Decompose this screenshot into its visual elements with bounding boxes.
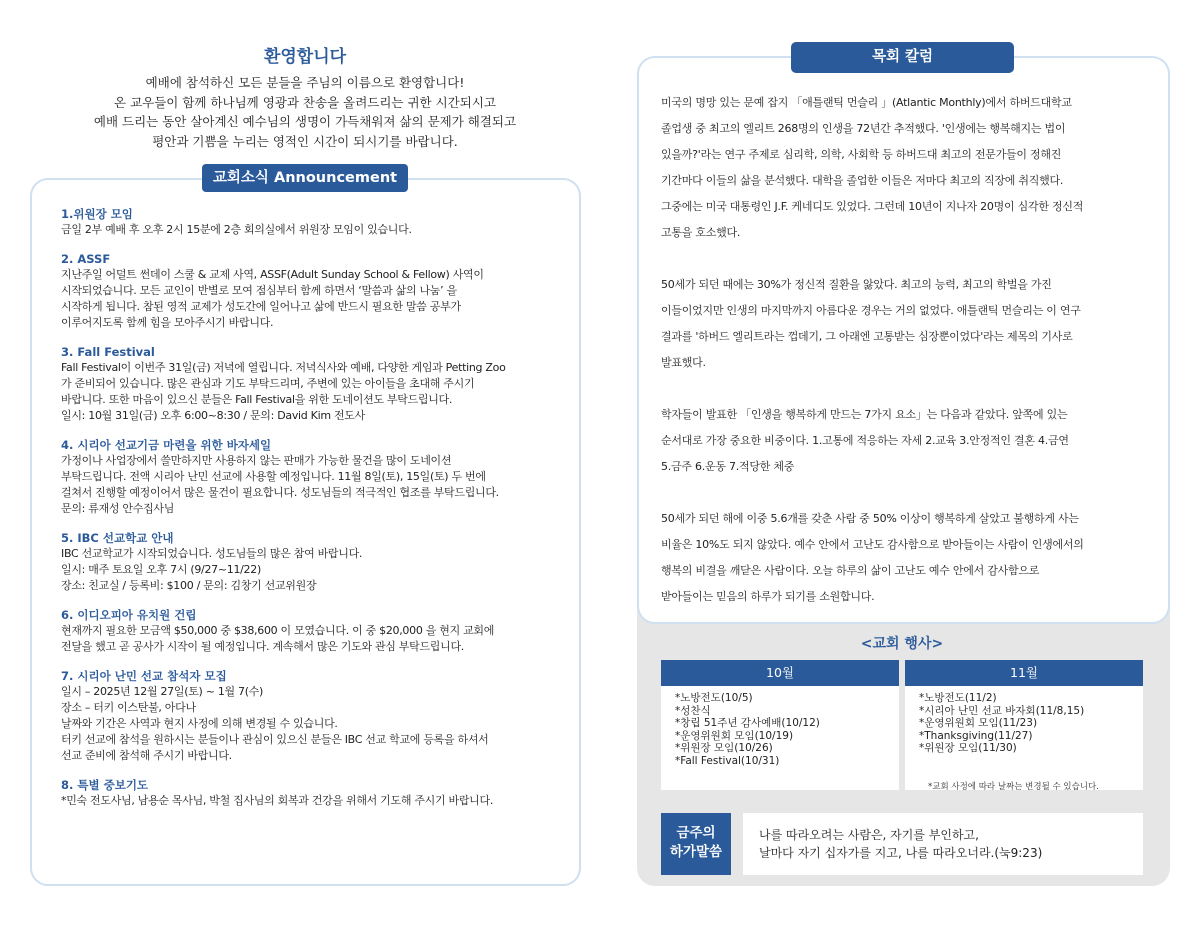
announcement-text: 일시 – 2025년 12월 27일(토) ~ 1월 7(수)	[61, 685, 264, 698]
announcement-title: 5. IBC 선교학교 안내	[61, 531, 174, 545]
column-header: 목회 칼럼	[791, 42, 1014, 73]
verse-box	[743, 813, 1143, 875]
announcement-text: 전달을 했고 곧 공사가 시작이 될 예정입니다. 계속해서 많은 기도와 관심 부탁드립니다.	[61, 640, 464, 653]
column-text: 비율은 10%도 되지 않았다. 예수 안에서 고난도 감사함으로 받아들이는 사람이 인생에서의	[661, 538, 1084, 551]
announcement-item	[61, 437, 566, 517]
column-text: 50세가 되던 때에는 30%가 정신적 질환을 앓았다. 최고의 능력, 최고의 학벌을 가진	[661, 278, 1052, 291]
announcements-list	[61, 206, 566, 822]
announcement-title: 6. 이디오피아 유치원 건립	[61, 608, 197, 622]
events-note: *교회 사정에 따라 날짜는 변경될 수 있습니다.	[928, 782, 1099, 792]
column-text: 미국의 명망 있는 문예 잡지 「애틀랜틱 먼슬리 」(Atlantic Monthly)에서 하버드대학교	[661, 96, 1072, 109]
column-text: 발표했다.	[661, 356, 706, 369]
month-label: 10월	[661, 660, 899, 686]
verse-text: 나를 따라오려는 사람은, 자기를 부인하고,	[759, 828, 979, 842]
announcement-item	[61, 206, 566, 238]
column-text: 있을까?'라는 연구 주제로 심리학, 의학, 사회학 등 하버드대 최고의 전문가들이 정해진	[661, 148, 1062, 161]
column-text: 학자들이 발표한 「인생을 행복하게 만드는 7가지 요소」는 다음과 같았다. 앞쪽에 있는	[661, 408, 1068, 421]
announcement-item	[61, 777, 566, 809]
column-body	[661, 90, 1156, 636]
announcement-text: 일시: 10월 31일(금) 오후 6:00~8:30 / 문의: David Kim 전도사	[61, 409, 365, 422]
welcome-line: 평안과 기쁨을 누리는 영적인 시간이 되시기를 바랍니다.	[152, 133, 458, 149]
column-paragraph	[661, 272, 1156, 376]
announcement-text: 장소: 친교실 / 등록비: $100 / 문의: 김창기 선교위원장	[61, 579, 317, 592]
welcome-line: 온 교우들이 함께 하나님께 영광과 찬송을 올려드리는 귀한 시간되시고	[114, 94, 496, 110]
event-item: *Thanksgiving(11/27)	[919, 729, 1033, 742]
announcement-title: 2. ASSF	[61, 252, 111, 266]
announcement-item	[61, 668, 566, 764]
announcement-text: 바랍니다. 또한 마음이 있으신 분들은 Fall Festival을 위한 도네이션도 부탁드립니다.	[61, 393, 453, 406]
column-paragraph	[661, 506, 1156, 610]
event-item: *시리아 난민 선교 바자회(11/8,15)	[919, 704, 1085, 717]
event-item: *창립 51주년 감사예배(10/12)	[675, 717, 820, 729]
announcement-text: 시작되었습니다. 모든 교인이 반별로 모여 점심부터 함께 하면서 ‘말씀과 삶의 나눔’ 을	[61, 284, 457, 297]
event-item: *운영위원회 모임(11/23)	[919, 717, 1038, 729]
event-list	[905, 686, 1143, 755]
november-events	[905, 660, 1143, 790]
welcome-line: 예배에 참석하신 모든 분들을 주님의 이름으로 환영합니다!	[145, 75, 465, 90]
announcement-text: 날짜와 기간은 사역과 현지 사정에 의해 변경될 수 있습니다.	[61, 717, 338, 730]
announcement-text: Fall Festival이 이번주 31일(금) 저녁에 열립니다. 저녁식사와 예배, 다양한 게임과 Petting Zoo	[61, 361, 506, 374]
verse-text: 날마다 자기 십자가를 지고, 나를 따라오너라.(눅9:23)	[759, 846, 1043, 860]
welcome-line: 예배 드리는 동안 살아계신 예수님의 생명이 가득채워져 삶의 문제가 해결되고	[93, 114, 517, 129]
announcement-text: 금일 2부 예배 후 오후 2시 15분에 2층 회의실에서 위원장 모임이 있습니다.	[61, 223, 412, 236]
announcement-text: 일시: 매주 토요일 오후 7시 (9/27~11/22)	[61, 563, 261, 576]
announcement-text: 이루어지도록 함께 힘을 모아주시기 바랍니다.	[61, 316, 274, 329]
announcement-text: 장소 – 터키 이스탄불, 아다나	[61, 701, 196, 714]
column-text: 받아들이는 믿음의 하루가 되기를 소원합니다.	[661, 590, 875, 603]
announcement-text: 문의: 류재성 안수집사님	[61, 502, 175, 515]
event-item: *노방전도(10/5)	[675, 692, 753, 704]
event-item: *성찬식	[675, 704, 711, 717]
announcement-text: 지난주일 어덜트 썬데이 스쿨 & 교제 사역, ASSF(Adult Sunday School & Fellow) 사역이	[61, 268, 484, 281]
column-text: 고통을 호소했다.	[661, 226, 741, 239]
announcement-text: 가정이나 사업장에서 쓸만하지만 사용하지 않는 판매가 가능한 물건을 많이 도네이션	[61, 454, 452, 467]
verse-label-line: 금주의	[676, 825, 716, 841]
announcement-item	[61, 530, 566, 594]
event-item: *노방전도(11/2)	[919, 692, 997, 704]
announcement-text: 현재까지 필요한 모금액 $50,000 중 $38,600 이 모였습니다. 이 중 $20,000 을 현지 교회에	[61, 624, 495, 637]
event-item: *Fall Festival(10/31)	[675, 754, 780, 767]
column-paragraph	[661, 402, 1156, 480]
announcement-text: 시작하게 됩니다. 참된 영적 교제가 성도간에 일어나고 삶에 반드시 필요한 말씀 공부가	[61, 300, 461, 313]
announcement-item	[61, 607, 566, 655]
announcement-text: 선교 준비에 참석해 주시기 바랍니다.	[61, 749, 232, 762]
october-events	[661, 660, 899, 790]
announcement-title: 1.위원장 모임	[61, 207, 133, 221]
announcement-text: 가 준비되어 있습니다. 많은 관심과 기도 부탁드리며, 주변에 있는 아이들을 초대해 주시기	[61, 377, 475, 390]
announcement-item	[61, 344, 566, 424]
announcements-header: 교회소식 Announcement	[202, 164, 408, 192]
events-title: <교회 행사>	[860, 636, 944, 652]
welcome-section	[30, 42, 580, 151]
announcement-text: *민숙 전도사님, 남용순 목사님, 박철 집사님의 회복과 건강을 위해서 기도해 주시기 바랍니다.	[61, 794, 494, 807]
column-text: 그중에는 미국 대통령인 J.F. 케네디도 있었다. 그런데 10년이 지나자 20명이 심각한 정신적	[661, 200, 1084, 213]
verse-label-line: 하가말씀	[669, 844, 723, 860]
announcement-title: 4. 시리아 선교기금 마련을 위한 바자세일	[61, 438, 272, 452]
column-text: 이들이었지만 인생의 마지막까지 아름다운 경우는 거의 없었다. 애틀랜틱 먼슬리는 이 연구	[661, 304, 1081, 317]
announcement-item	[61, 251, 566, 331]
announcement-text: 걸쳐서 진행할 예정이어서 많은 물건이 필요합니다. 성도님들의 적극적인 협조를 부탁드립니다.	[61, 486, 499, 499]
column-paragraph	[661, 90, 1156, 246]
verse-label	[661, 813, 731, 875]
month-label: 11월	[905, 660, 1143, 686]
column-text: 기간마다 이들의 삶을 분석했다. 대학을 졸업한 이들은 저마다 최고의 직장에 취직했다.	[661, 174, 1064, 187]
column-text: 행복의 비결을 깨닫은 사람이다. 오늘 하루의 삶이 고난도 예수 안에서 감사함으로	[661, 564, 1040, 577]
event-item: *위원장 모임(10/26)	[675, 742, 773, 754]
announcement-text: 터키 선교에 참석을 원하시는 분들이나 관심이 있으신 분들은 IBC 선교 학교에 등록을 하셔서	[61, 733, 489, 746]
column-text: 50세가 되던 해에 이중 5.6개를 갖춘 사람 중 50% 이상이 행복하게 살았고 불행하게 사는	[661, 512, 1079, 525]
column-text: 졸업생 중 최고의 엘리트 268명의 인생을 72년간 추적했다. '인생에는 행복해지는 법이	[661, 122, 1066, 135]
event-list	[661, 686, 899, 767]
announcement-title: 7. 시리아 난민 선교 참석자 모집	[61, 669, 227, 683]
column-text: 순서대로 가장 중요한 비중이다. 1.고통에 적응하는 자세 2.교육 3.안정적인 결혼 4.금연	[661, 434, 1069, 447]
announcement-title: 8. 특별 중보기도	[61, 778, 149, 792]
column-text: 결과를 '하버드 엘리트라는 껍데기, 그 아래엔 고통받는 심장뿐이었다'라는 제목의 기사로	[661, 330, 1073, 343]
welcome-title: 환영합니다	[263, 47, 347, 67]
event-item: *운영위원회 모임(10/19)	[675, 729, 794, 742]
announcement-title: 3. Fall Festival	[61, 345, 155, 359]
event-item: *위원장 모임(11/30)	[919, 742, 1017, 754]
announcement-text: IBC 선교학교가 시작되었습니다. 성도님들의 많은 참여 바랍니다.	[61, 547, 363, 560]
column-text: 5.금주 6.운동 7.적당한 체중	[661, 460, 795, 473]
announcement-text: 부탁드립니다. 전액 시리아 난민 선교에 사용할 예정입니다. 11월 8일(토), 15일(토) 두 번에	[61, 470, 486, 483]
